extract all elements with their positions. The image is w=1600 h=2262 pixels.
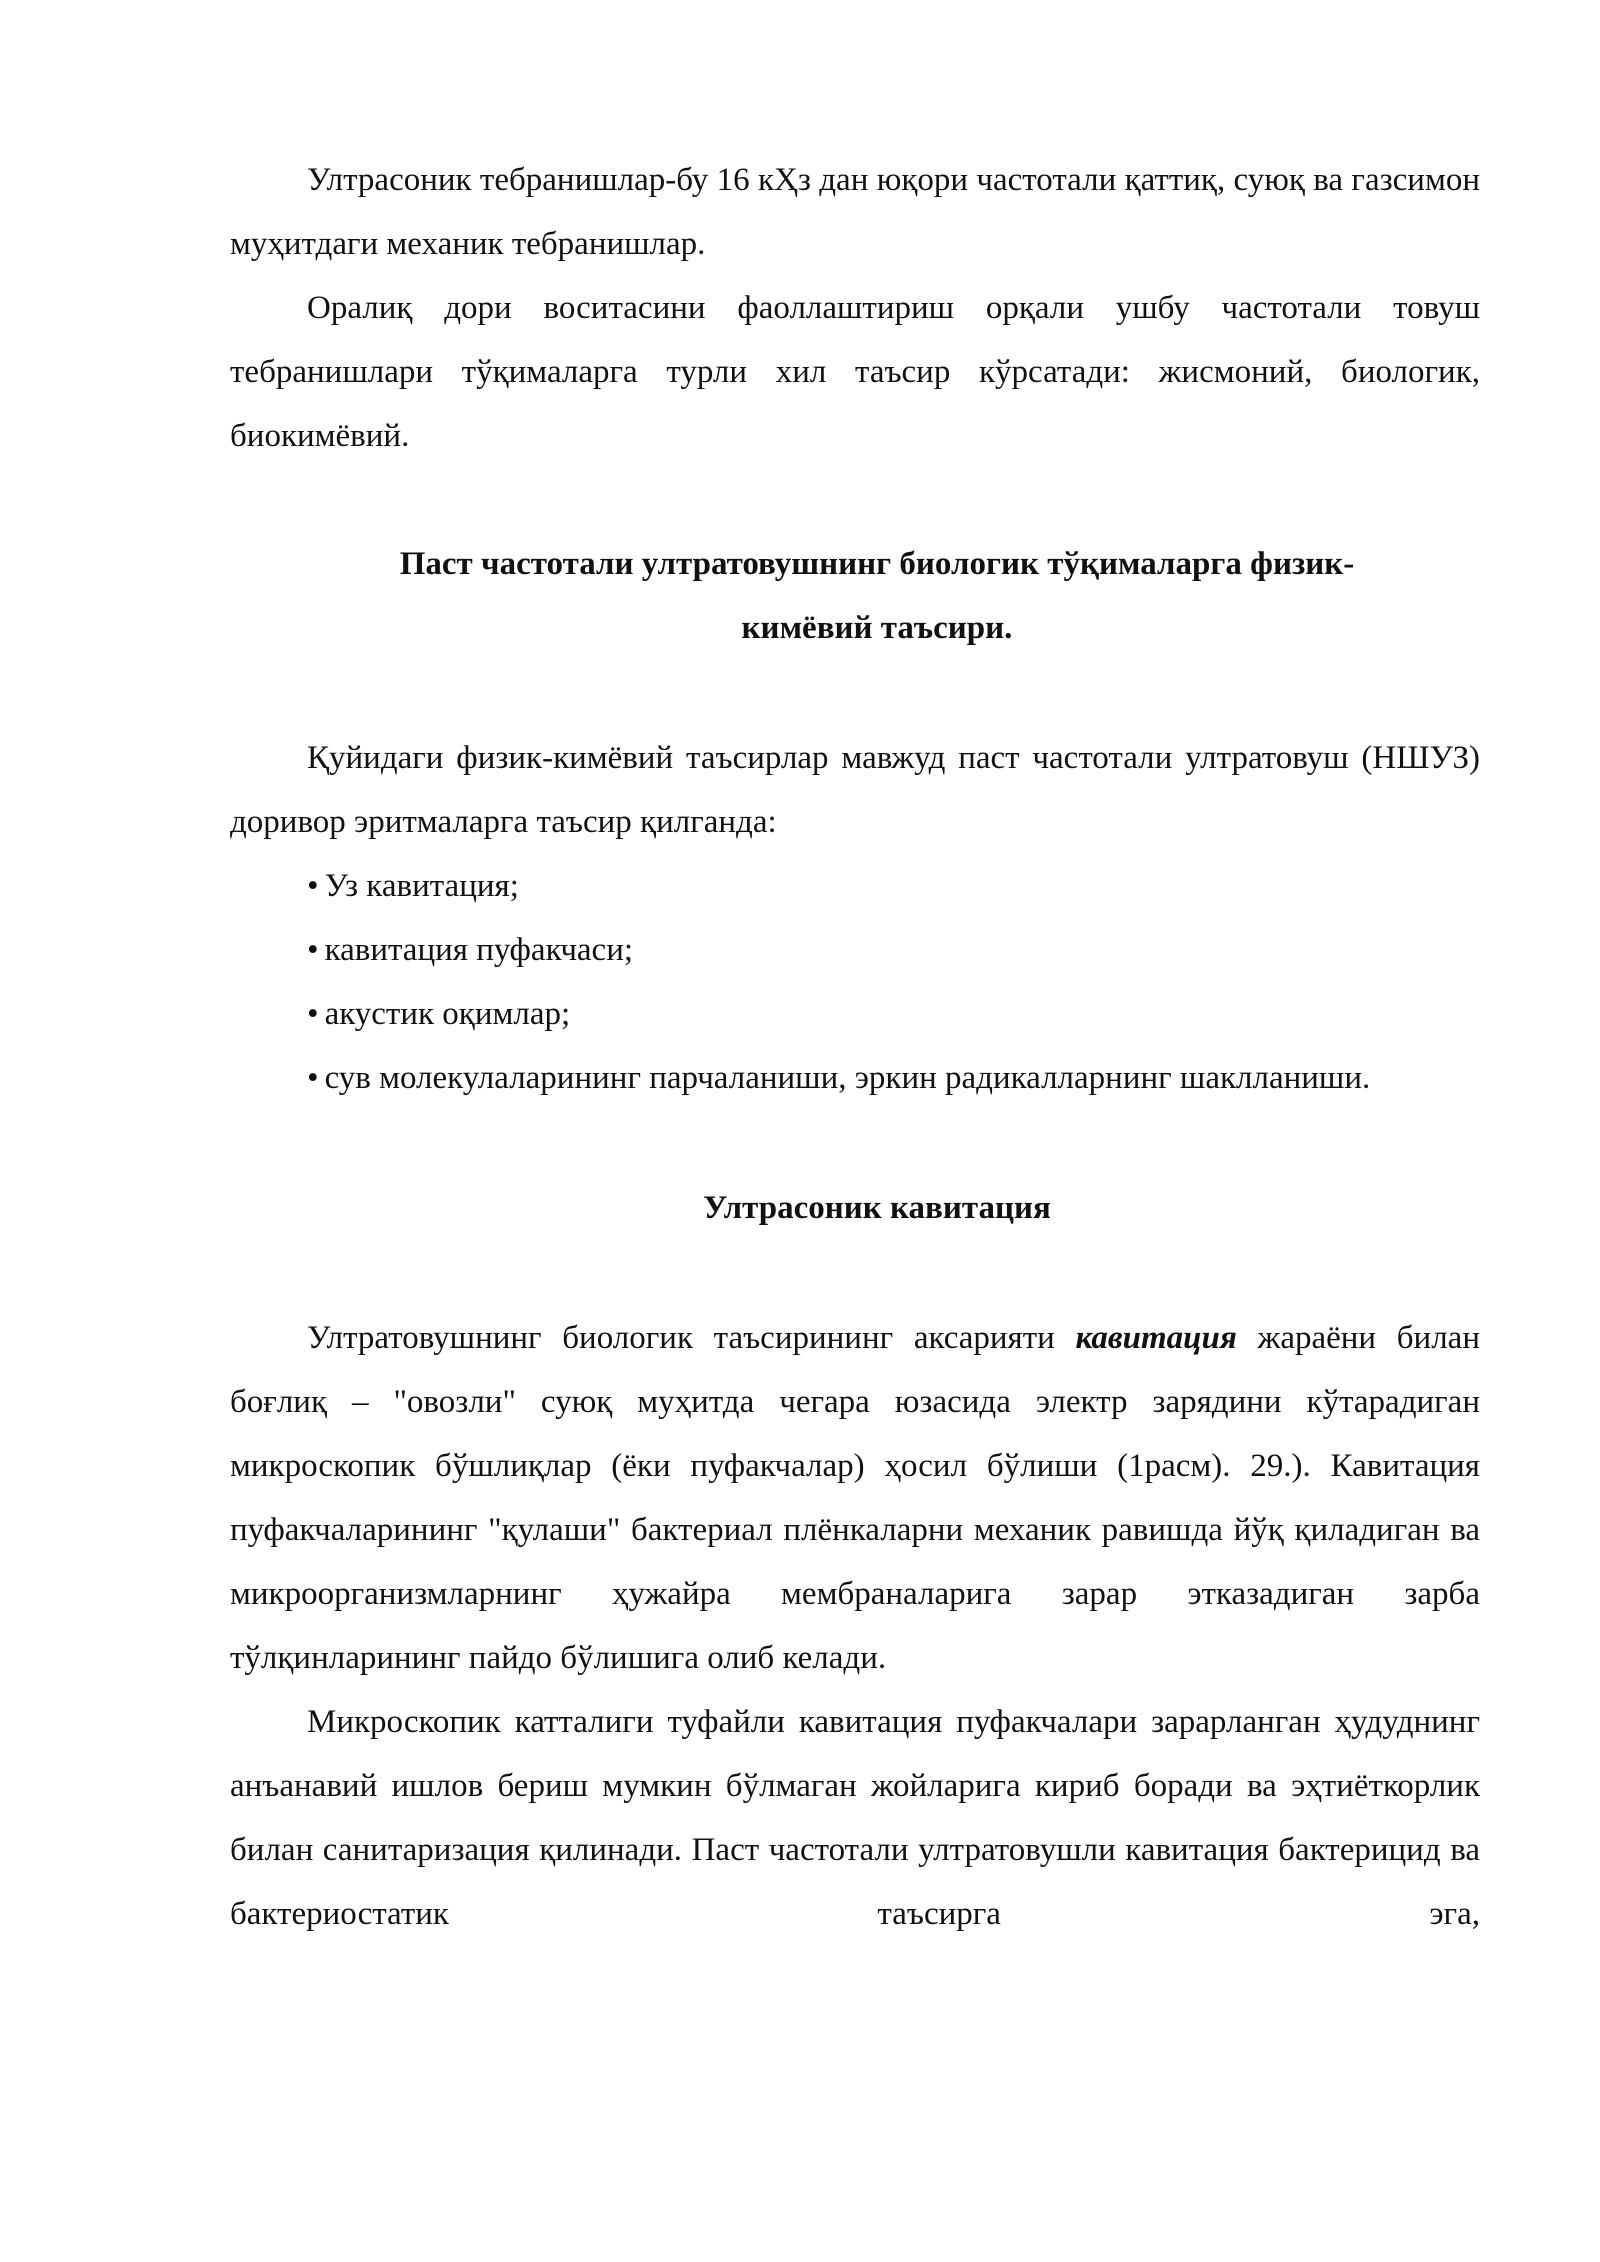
bullet-icon: •: [307, 996, 319, 1032]
list-item: [230, 1046, 1480, 1110]
section-1-heading-line-2: кимёвий таъсири.: [741, 610, 1013, 646]
section-1-heading-line-1: Паст частотали ултратовушнинг биологик тўқималарга физик-: [399, 546, 1355, 582]
section-2-paragraph-1-rest: жараёни билан боғлиқ – "овозли" суюқ муҳитда чегара юзасида электр зарядини кўтарадиган микроскопик бўшлиқлар (ёки пуфакчалар) ҳосил бўлиши (1расм). 29.). Кавитация пуфакчаларининг "қулаши" бактериал плёнкаларни механик равишда йўқ қиладиган ва микроорганизмларнинг ҳужайра мембраналарига зарар этказадиган зарба тўлқинларининг пайдо бўлишига олиб келади.: [230, 1320, 1480, 1676]
bullet-icon: •: [307, 1060, 319, 1096]
section-2-paragraph-2: Микроскопик катталиги туфайли кавитация пуфакчалари зарарланган ҳудуднинг анъанавий ишлов бериш мумкин бўлмаган жойларига кириб боради ва эҳтиёткорлик билан санитаризация қилинади. Паст частотали ултратовушли кавитация бактерицид ва бактериостатик таъсирга эга,: [230, 1704, 1480, 1932]
effects-bullet-list: [230, 854, 1480, 1110]
cavitation-term-emphasis: кавитация: [1075, 1320, 1237, 1356]
intro-paragraph-2: Оралиқ дори воситасини фаоллаштириш орқали ушбу частотали товуш тебранишлари тўқималарга турли хил таъсир кўрсатади: жисмоний, биологик, биокимёвий.: [230, 290, 1480, 454]
list-item: [230, 918, 1480, 982]
list-item-text: Уз кавитация;: [324, 868, 519, 904]
list-item-text: сув молекулаларининг парчаланиши, эркин радикалларнинг шаклланиши.: [324, 1060, 1371, 1096]
list-item-text: акустик оқимлар;: [324, 996, 571, 1032]
section-1-lead-paragraph: Қуйидаги физик-кимёвий таъсирлар мавжуд паст частотали ултратовуш (НШУЗ) доривор эритмаларга таъсир қилганда:: [230, 740, 1480, 840]
bullet-icon: •: [307, 868, 319, 904]
intro-paragraph-1: Ултрасоник тебранишлар-бу 16 кҲз дан юқори частотали қаттиқ, суюқ ва газсимон муҳитдаги механик тебранишлар.: [230, 162, 1480, 262]
document-page: [230, 148, 1480, 1946]
list-item: [230, 982, 1480, 1046]
section-2-heading: Ултрасоник кавитация: [703, 1190, 1051, 1226]
list-item: [230, 854, 1480, 918]
section-2-paragraph-1: [230, 1306, 1480, 1690]
section-2-paragraph-1-start: Ултратовушнинг биологик таъсирининг аксарияти: [307, 1320, 1076, 1356]
list-item-text: кавитация пуфакчаси;: [324, 932, 634, 968]
section-1-heading: [230, 532, 1480, 660]
bullet-icon: •: [307, 932, 319, 968]
